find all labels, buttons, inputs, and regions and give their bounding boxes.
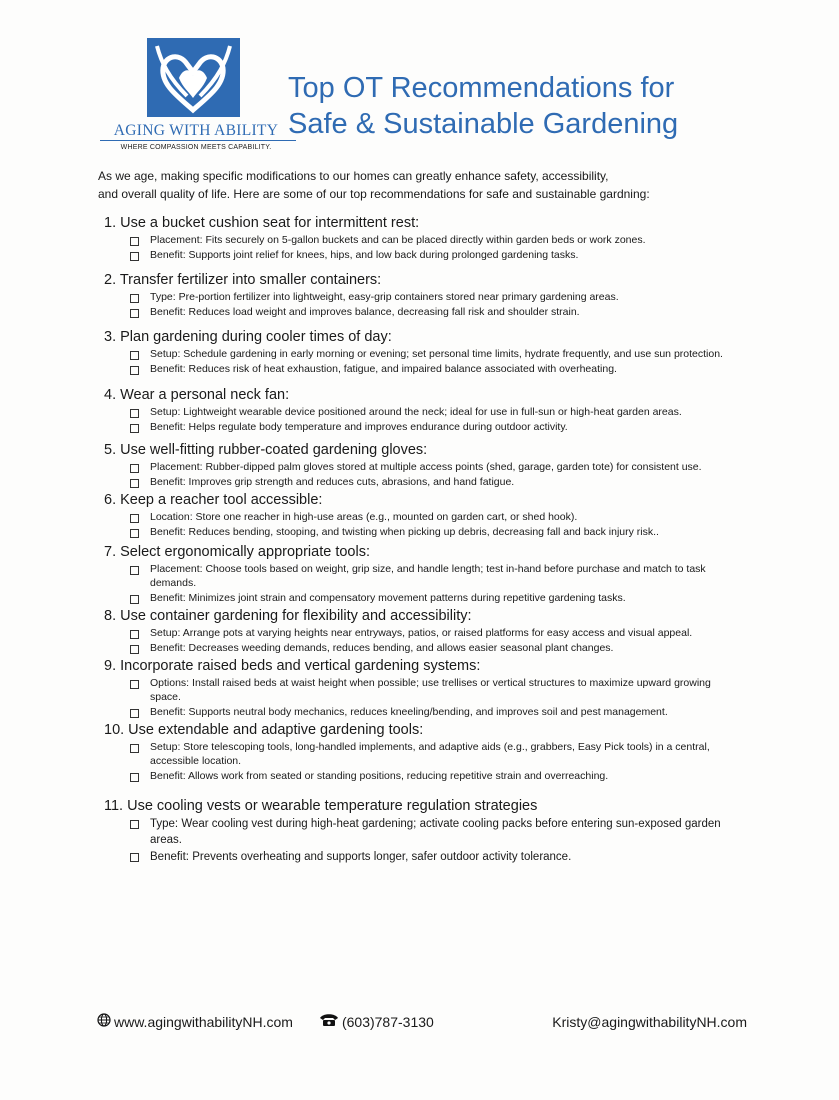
checkbox-square-icon	[130, 744, 139, 753]
recommendation-item	[104, 214, 744, 262]
intro-line-2: and overall quality of life. Here are some of our top recommendations for safe and sustainable gardning:	[98, 187, 650, 201]
recommendation-heading: 11. Use cooling vests or wearable temperature regulation strategies	[104, 798, 538, 814]
bullet-text: Options: Install raised beds at waist height when possible; use trellises or vertical structures to maximize upward growing space.	[150, 677, 711, 703]
checkbox-square-icon	[130, 409, 139, 418]
recommendation-heading: 5. Use well-fitting rubber-coated gardening gloves:	[104, 442, 428, 458]
checkbox-square-icon	[130, 479, 139, 488]
bullet-row	[130, 676, 744, 704]
checkbox-square-icon	[130, 645, 139, 654]
bullet-row	[130, 525, 744, 539]
bullet-row	[130, 347, 744, 361]
telephone-icon	[319, 1013, 339, 1030]
checkbox-square-icon	[130, 351, 139, 360]
recommendation-heading: 10. Use extendable and adaptive gardening tools:	[104, 722, 424, 738]
recommendation-heading: 1. Use a bucket cushion seat for intermittent rest:	[104, 215, 420, 231]
checkbox-square-icon	[130, 252, 139, 261]
checkbox-square-icon	[130, 237, 139, 246]
contact-footer	[97, 1013, 747, 1030]
checkbox-square-icon	[130, 630, 139, 639]
bullet-text: Benefit: Reduces load weight and improves balance, decreasing fall risk and shoulder strain.	[150, 306, 580, 318]
bullet-row	[130, 248, 744, 262]
logo-divider	[100, 140, 296, 141]
bullet-row	[130, 233, 744, 247]
website-text: www.agingwithabilityNH.com	[114, 1013, 293, 1030]
bullet-text: Benefit: Improves grip strength and reduces cuts, abrasions, and hand fatigue.	[150, 476, 515, 488]
bullet-text: Setup: Lightweight wearable device positioned around the neck; ideal for use in full-sun or high-heat garden areas.	[150, 406, 682, 418]
checkbox-square-icon	[130, 709, 139, 718]
recommendation-item	[104, 386, 744, 434]
bullet-text: Benefit: Supports neutral body mechanics, reduces kneeling/bending, and improves soil and pest management.	[150, 706, 668, 718]
recommendation-heading: 8. Use container gardening for flexibility and accessibility:	[104, 608, 472, 624]
bullet-text: Benefit: Decreases weeding demands, reduces bending, and allows easier seasonal plant changes.	[150, 642, 614, 654]
recommendation-item	[104, 271, 744, 319]
bullet-row	[130, 405, 744, 419]
checkbox-square-icon	[130, 366, 139, 375]
phone-text: (603)787-3130	[341, 1013, 434, 1030]
recommendation-item	[104, 657, 744, 719]
checkbox-square-icon	[130, 464, 139, 473]
checkbox-square-icon	[130, 309, 139, 318]
page-title	[288, 70, 758, 142]
bullet-text: Benefit: Helps regulate body temperature and improves endurance during outdoor activity.	[150, 421, 568, 433]
title-line-1: Top OT Recommendations for	[288, 72, 675, 104]
bullet-text: Setup: Schedule gardening in early morning or evening; set personal time limits, hydrate frequently, and use sun protection.	[150, 348, 723, 360]
bullet-row	[130, 305, 744, 319]
bullet-row	[130, 460, 744, 474]
bullet-text: Type: Wear cooling vest during high-heat gardening; activate cooling packs before entering sun-exposed garden areas.	[150, 818, 721, 846]
bullet-row	[130, 740, 744, 768]
checkbox-square-icon	[130, 529, 139, 538]
checkbox-square-icon	[130, 294, 139, 303]
intro-paragraph	[98, 167, 738, 203]
bullet-text: Location: Store one reacher in high-use areas (e.g., mounted on garden cart, or shed hook).	[150, 511, 578, 523]
bullet-row	[130, 510, 744, 524]
recommendation-item	[104, 607, 744, 655]
bullet-row	[130, 816, 744, 848]
bullet-text: Placement: Rubber-dipped palm gloves stored at multiple access points (shed, garage, garden tote) for consistent use.	[150, 461, 702, 473]
bullet-row	[130, 420, 744, 434]
recommendation-heading: 6. Keep a reacher tool accessible:	[104, 492, 323, 508]
bullet-row	[130, 562, 744, 590]
bullet-text: Setup: Arrange pots at varying heights near entryways, patios, or raised platforms for easy access and visual appeal.	[150, 627, 693, 639]
bullet-text: Placement: Choose tools based on weight, grip size, and handle length; test in-hand before purchase and match to task demands.	[150, 563, 706, 589]
org-name: AGING WITH ABILITY	[113, 122, 279, 139]
bullet-text: Benefit: Reduces risk of heat exhaustion, fatigue, and impaired balance associated with overheating.	[150, 363, 617, 375]
recommendation-item	[104, 491, 744, 539]
recommendation-heading: 9. Incorporate raised beds and vertical gardening systems:	[104, 658, 481, 674]
checkbox-square-icon	[130, 514, 139, 523]
checkbox-square-icon	[130, 566, 139, 575]
intro-line-1: As we age, making specific modifications to our homes can greatly enhance safety, accessibility,	[98, 169, 609, 183]
bullet-text: Placement: Fits securely on 5-gallon buckets and can be placed directly within garden beds or work zones.	[150, 234, 646, 246]
bullet-row	[130, 591, 744, 605]
email-link[interactable]	[552, 1014, 747, 1030]
bullet-text: Benefit: Supports joint relief for knees, hips, and low back during prolonged gardening tasks.	[150, 249, 579, 261]
recommendation-item	[104, 721, 744, 783]
bullet-text: Benefit: Allows work from seated or standing positions, reducing repetitive strain and overreaching.	[150, 770, 609, 782]
checkbox-square-icon	[130, 680, 139, 689]
phone-link[interactable]	[319, 1013, 434, 1030]
recommendation-item	[104, 328, 744, 376]
bullet-row	[130, 849, 744, 865]
bullet-row	[130, 641, 744, 655]
recommendation-item	[104, 797, 744, 865]
recommendation-heading: 4. Wear a personal neck fan:	[104, 387, 290, 403]
bullet-text: Benefit: Prevents overheating and supports longer, safer outdoor activity tolerance.	[150, 851, 572, 863]
bullet-text: Type: Pre-portion fertilizer into lightweight, easy-grip containers stored near primary gardening areas.	[150, 291, 619, 303]
bullet-text: Setup: Store telescoping tools, long-handled implements, and adaptive aids (e.g., grabbers, Easy Pick tools) in a central, accessible location.	[150, 741, 710, 767]
bullet-row	[130, 626, 744, 640]
bullet-row	[130, 475, 744, 489]
recommendation-heading: 3. Plan gardening during cooler times of day:	[104, 329, 392, 345]
bullet-row	[130, 362, 744, 376]
checkbox-square-icon	[130, 595, 139, 604]
globe-icon	[97, 1013, 111, 1030]
bullet-row	[130, 769, 744, 783]
checkbox-square-icon	[130, 424, 139, 433]
checkbox-square-icon	[130, 820, 139, 829]
bullet-text: Benefit: Minimizes joint strain and compensatory movement patterns during repetitive gardening tasks.	[150, 592, 626, 604]
recommendation-item	[104, 441, 744, 489]
bullet-row	[130, 705, 744, 719]
website-link[interactable]	[97, 1013, 293, 1030]
hands-heart-icon	[147, 38, 240, 117]
bullet-text: Benefit: Reduces bending, stooping, and twisting when picking up debris, decreasing fall and back injury risk..	[150, 526, 659, 538]
recommendation-heading: 7. Select ergonomically appropriate tools:	[104, 544, 370, 560]
org-tagline: WHERE COMPASSION MEETS CAPABILITY.	[120, 144, 272, 151]
recommendation-heading: 2. Transfer fertilizer into smaller containers:	[104, 272, 382, 288]
title-line-2: Safe & Sustainable Gardening	[288, 108, 679, 140]
recommendation-item	[104, 543, 744, 605]
recommendation-list	[104, 214, 744, 865]
bullet-row	[130, 290, 744, 304]
checkbox-square-icon	[130, 773, 139, 782]
checkbox-square-icon	[130, 853, 139, 862]
email-text: Kristy@agingwithabilityNH.com	[552, 1013, 747, 1030]
